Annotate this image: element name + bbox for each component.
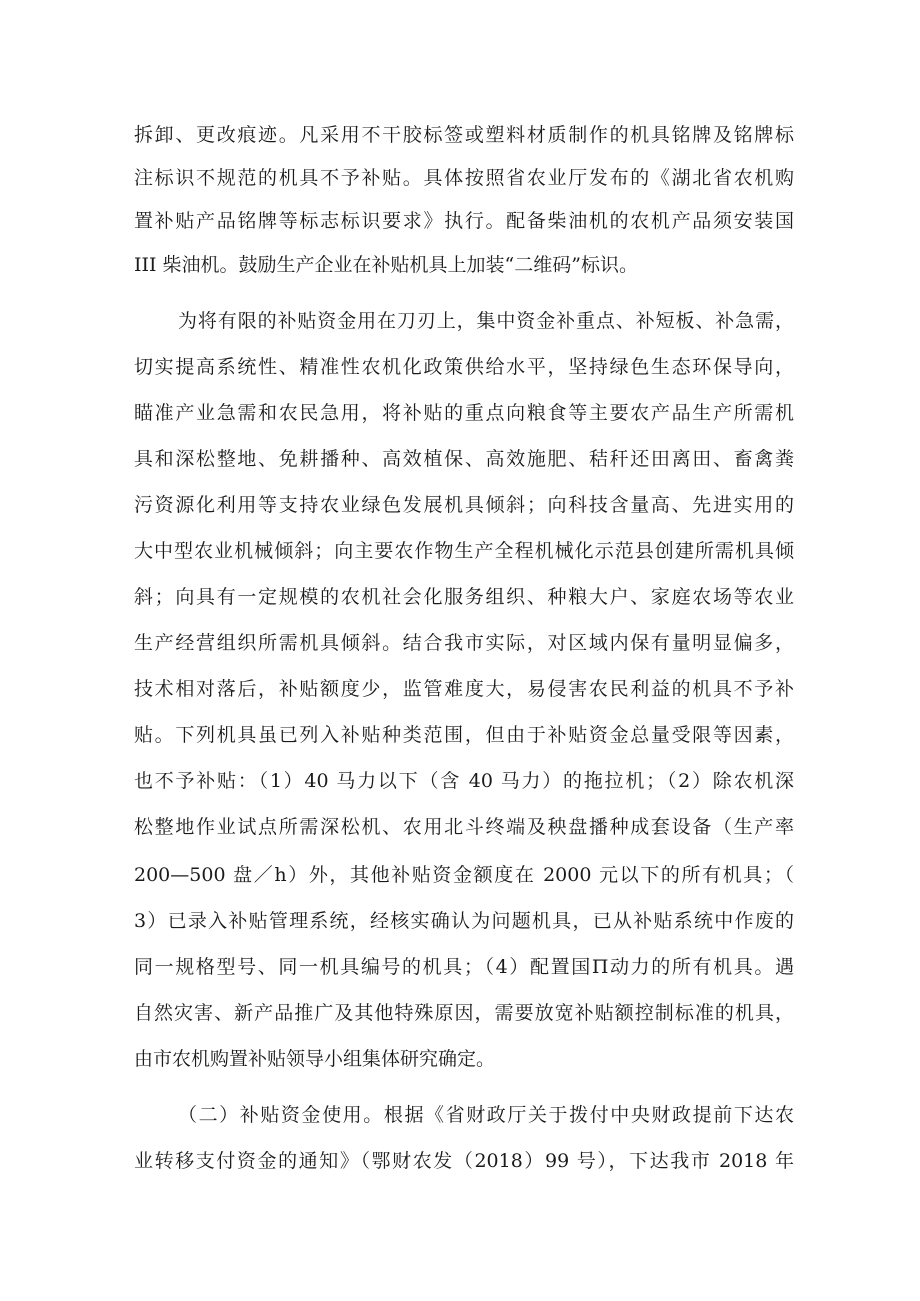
text-line: III 柴油机。鼓励生产企业在补贴机具上加装“二维码”标识。 xyxy=(134,254,638,276)
text-line: 注标识不规范的机具不予补贴。具体按照省农业厅发布的《湖北省农机购 xyxy=(134,167,794,189)
text-line: 也不予补贴：（1）40 马力以下（含 40 马力）的拖拉机；（2）除农机深 xyxy=(134,770,794,792)
text-line: 拆卸、更改痕迹。凡采用不干胶标签或塑料材质制作的机具铭牌及铭牌标 xyxy=(134,124,794,146)
text-line: 松整地作业试点所需深松机、农用北斗终端及秧盘播种成套设备（生产率 xyxy=(134,816,794,838)
text-line: 技术相对落后，补贴额度少，监管难度大，易侵害农民利益的机具不予补 xyxy=(134,678,794,700)
text-line: 污资源化利用等支持农业绿色发展机具倾斜；向科技含量高、先进实用的 xyxy=(134,494,794,516)
text-line: 3）已录入补贴管理系统，经核实确认为问题机具，已从补贴系统中作废的 xyxy=(134,910,794,932)
text-line: 具和深松整地、免耕播种、高效植保、高效施肥、秸秆还田离田、畜禽粪 xyxy=(134,448,794,470)
text-line: 贴。下列机具虽已列入补贴种类范围，但由于补贴资金总量受限等因素， xyxy=(134,724,794,746)
text-line: 200—500 盘／h）外，其他补贴资金额度在 2000 元以下的所有机具；（ xyxy=(134,864,794,886)
paragraph-first-line: 为将有限的补贴资金用在刀刃上，集中资金补重点、补短板、补急需， xyxy=(178,310,794,332)
text-line: 瞄准产业急需和农民急用，将补贴的重点向粮食等主要农产品生产所需机 xyxy=(134,402,794,424)
text-line: 斜；向具有一定规模的农机社会化服务组织、种粮大户、家庭农场等农业 xyxy=(134,586,794,608)
text-line: 生产经营组织所需机具倾斜。结合我市实际，对区域内保有量明显偏多， xyxy=(134,632,794,654)
text-line: 置补贴产品铭牌等标志标识要求》执行。配备柴油机的农机产品须安装国 xyxy=(134,210,794,232)
text-line: 自然灾害、新产品推广及其他特殊原因，需要放宽补贴额控制标准的机具， xyxy=(134,1002,794,1024)
text-line: 由市农机购置补贴领导小组集体研究确定。 xyxy=(134,1048,496,1070)
text-line: 切实提高系统性、精准性农机化政策供给水平，坚持绿色生态环保导向， xyxy=(134,356,794,378)
text-line: 同一规格型号、同一机具编号的机具；（4）配置国Π动力的所有机具。遇 xyxy=(134,956,794,978)
text-line: 业转移支付资金的通知》（鄂财农发（2018）99 号），下达我市 2018 年 xyxy=(134,1150,794,1172)
paragraph-first-line: （二）补贴资金使用。根据《省财政厅关于拨付中央财政提前下达农 xyxy=(178,1104,794,1126)
text-line: 大中型农业机械倾斜；向主要农作物生产全程机械化示范县创建所需机具倾 xyxy=(134,540,794,562)
